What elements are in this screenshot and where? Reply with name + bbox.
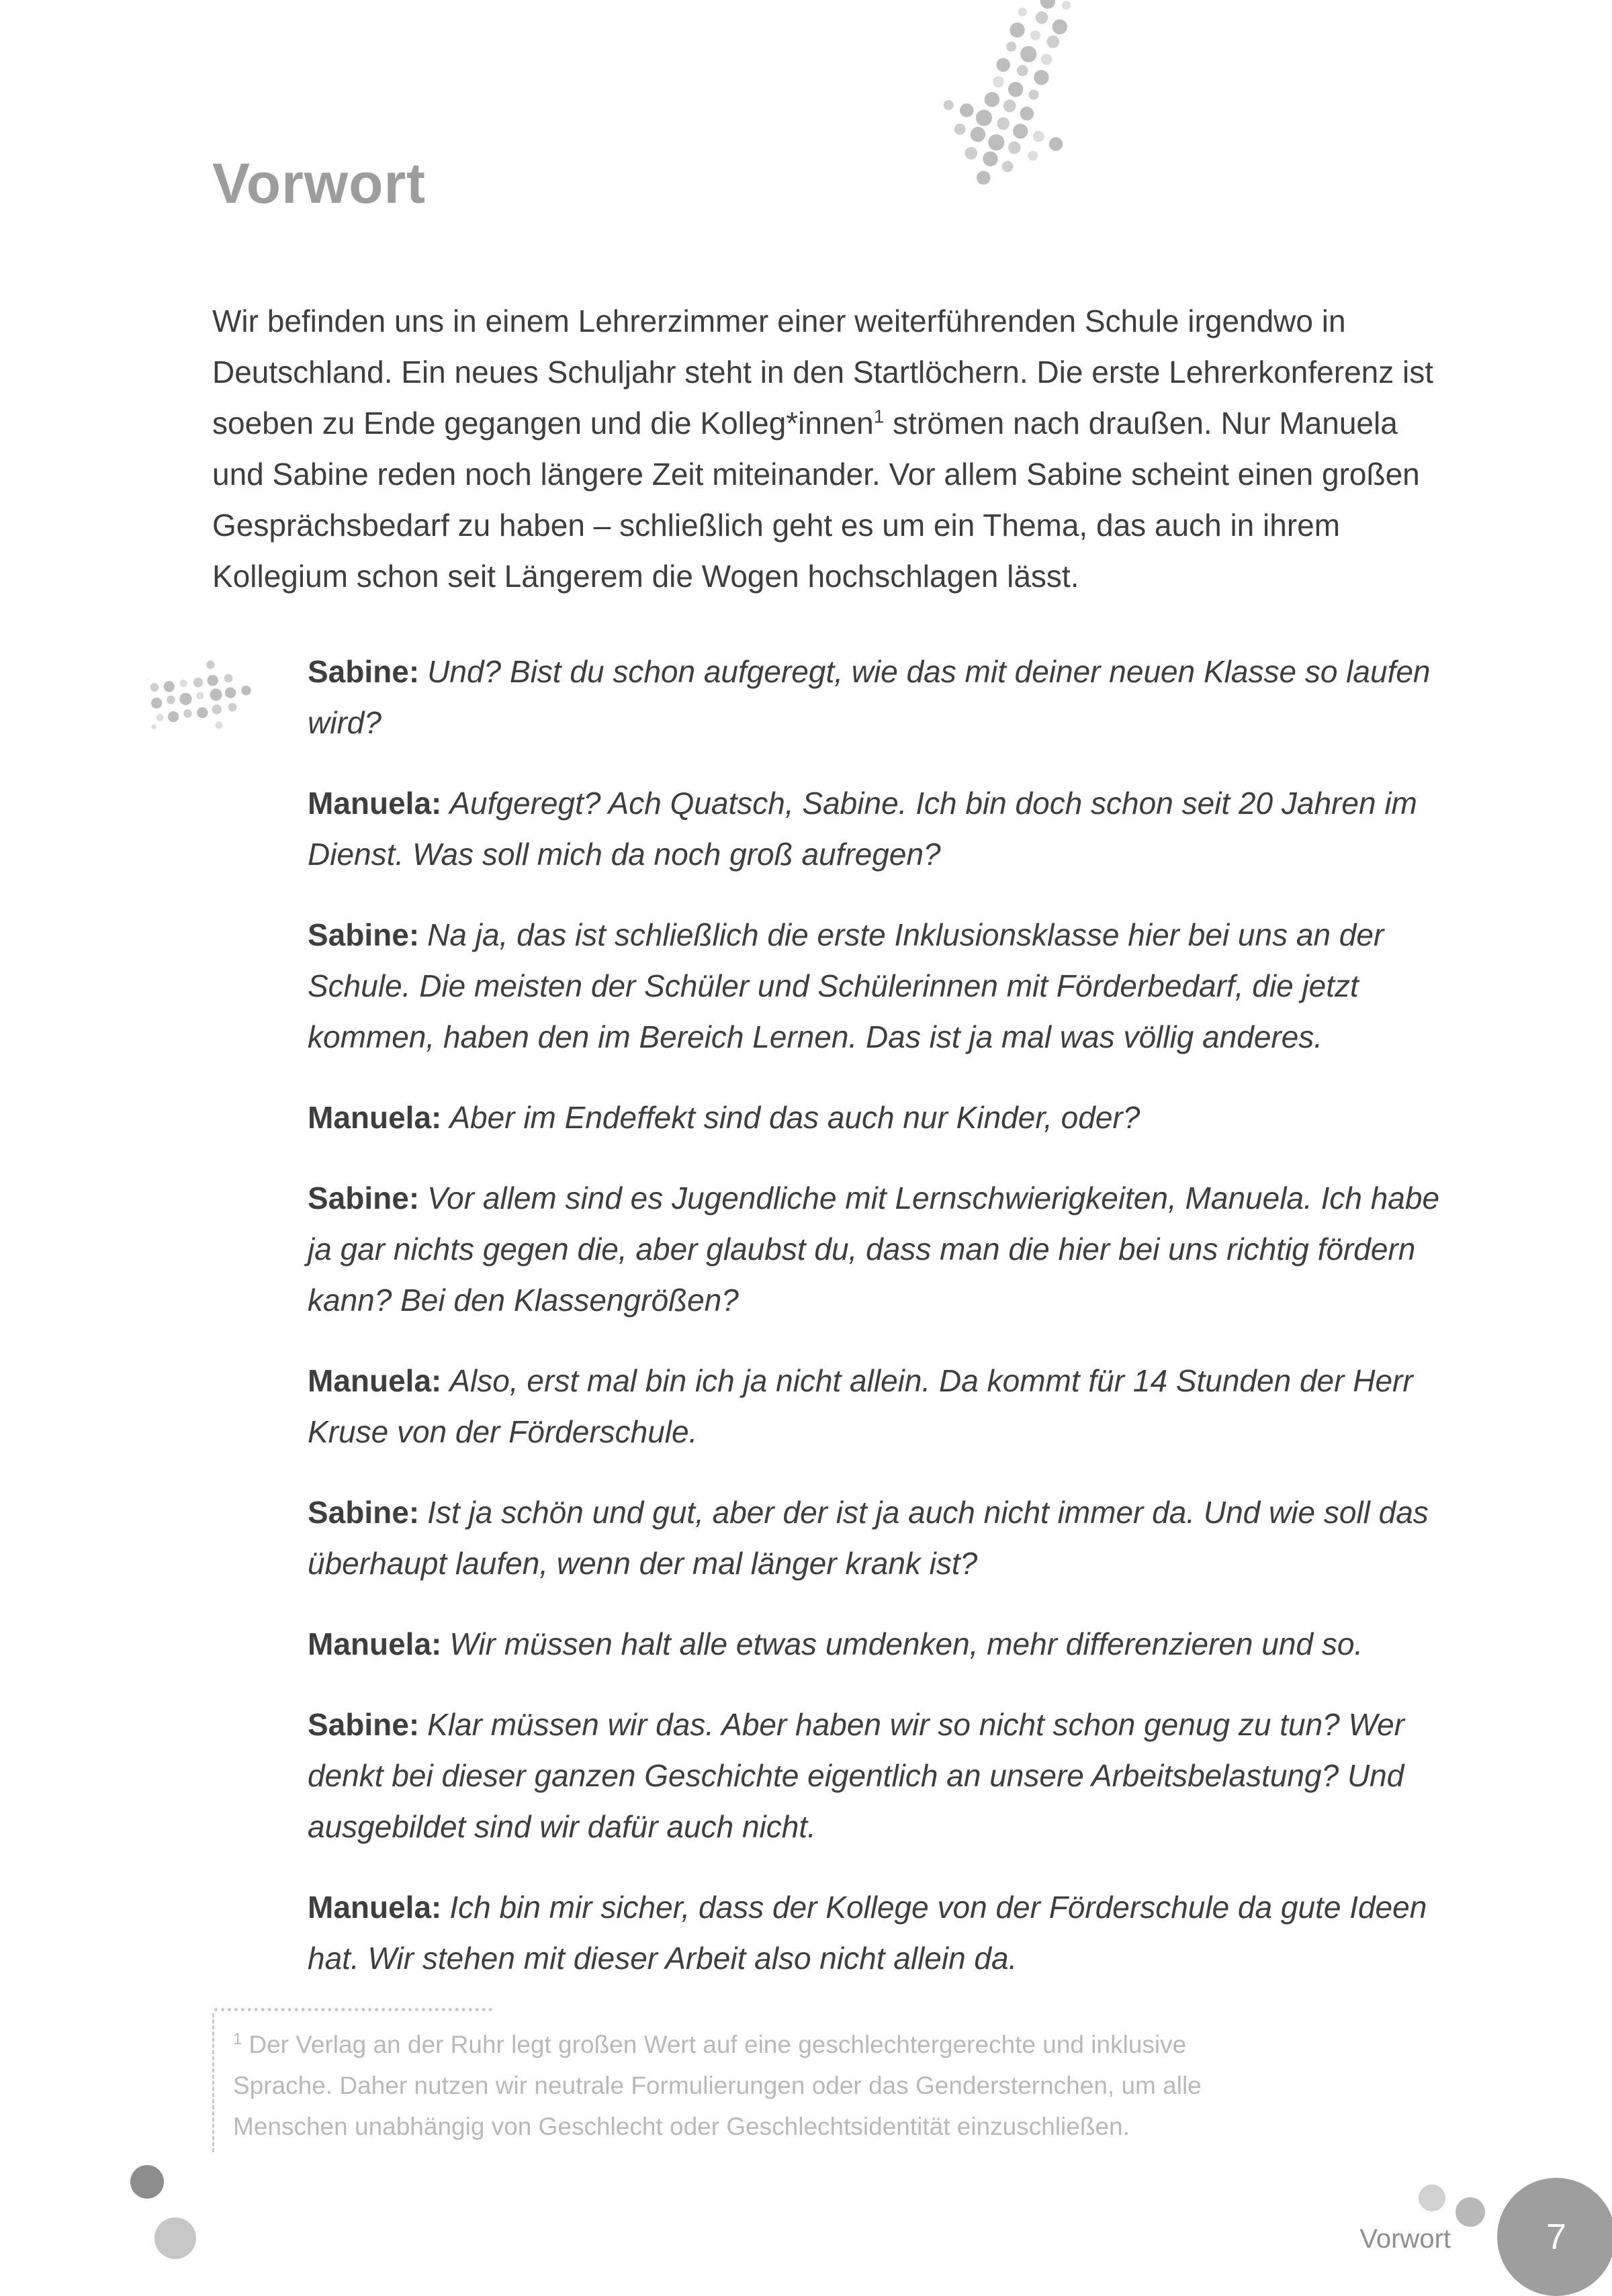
decorative-circle <box>1419 2185 1445 2211</box>
page-number-badge <box>1497 2178 1612 2296</box>
dialogue-line <box>308 1618 1451 1669</box>
utterance: Also, erst mal bin ich ja nicht allein. Da kommt für 14 Stunden der Herr Kruse von der Förderschule. <box>308 1363 1413 1449</box>
decorative-circle <box>154 2217 196 2259</box>
utterance: Ist ja schön und gut, aber der ist ja auch nicht immer da. Und wie soll das überhaupt laufen, wenn der mal länger krank ist? <box>308 1495 1429 1581</box>
dialogue-line <box>308 778 1451 880</box>
page-title: Vorwort <box>212 152 427 215</box>
dialogue-line <box>308 1355 1451 1457</box>
dialogue-line <box>308 1487 1451 1589</box>
dialogue-line <box>308 1173 1451 1326</box>
utterance: Vor allem sind es Jugendliche mit Lernschwierigkeiten, Manuela. Ich habe ja gar nichts gegen die, aber glaubst du, dass man die hier bei uns richtig fördern kann? Bei den Klassengrößen? <box>308 1181 1440 1318</box>
dialogue-line <box>308 1699 1451 1852</box>
dialogue-line <box>308 646 1451 748</box>
footnote-marker: 1 <box>233 2029 242 2048</box>
page-content <box>212 0 1451 2152</box>
utterance: Klar müssen wir das. Aber haben wir so nicht schon genug zu tun? Wer denkt bei dieser ganzen Geschichte eigentlich an unsere Arbeitsbelastung? Und ausgebildet sind wir dafür auch nicht. <box>308 1707 1405 1844</box>
decorative-circle <box>1456 2197 1485 2227</box>
footnote <box>212 2013 1267 2152</box>
intro-text-part1: Wir befinden uns in einem Lehrerzimmer einer weiterführenden Schule irgendwo in Deutschland. Ein neues Schuljahr steht in den Startlöchern. Die erste Lehrerkonferenz ist soeben zu Ende gegangen und die Kolleg*innen <box>212 304 1434 441</box>
speaker-name: Sabine: <box>308 1707 420 1742</box>
utterance: Aufgeregt? Ach Quatsch, Sabine. Ich bin doch schon seit 20 Jahren im Dienst. Was soll mich da noch groß aufregen? <box>308 786 1417 872</box>
footer-chapter-label: Vorwort <box>1359 2224 1451 2254</box>
utterance: Wir müssen halt alle etwas umdenken, mehr differenzieren und so. <box>449 1626 1363 1661</box>
utterance: Aber im Endeffekt sind das auch nur Kinder, oder? <box>449 1100 1140 1135</box>
utterance: Und? Bist du schon aufgeregt, wie das mit deiner neuen Klasse so laufen wird? <box>308 654 1431 740</box>
utterance: Na ja, das ist schließlich die erste Inklusionsklasse hier bei uns an der Schule. Die meisten der Schüler und Schülerinnen mit Förderbedarf, die jetzt kommen, haben den im Bereich Lernen. Das ist ja mal was völlig anderes. <box>308 917 1384 1054</box>
intro-text-part2: strömen nach draußen. Nur Manuela und Sabine reden noch längere Zeit miteinander. Vor allem Sabine scheint einen großen Gesprächsbedarf zu haben – schließlich geht es um ein Thema, das auch in ihrem Kollegium schon seit Längerem die Wogen hochschlagen lässt. <box>212 406 1420 594</box>
speaker-name: Manuela: <box>308 1363 442 1398</box>
decorative-circle <box>130 2165 164 2199</box>
dialogue-line <box>308 1882 1451 1984</box>
dialogue-section <box>308 646 1451 1984</box>
speaker-name: Manuela: <box>308 1100 442 1135</box>
speaker-name: Manuela: <box>308 1890 442 1925</box>
speaker-name: Sabine: <box>308 1495 420 1530</box>
speaker-name: Manuela: <box>308 786 442 821</box>
footnote-reference: 1 <box>873 406 885 427</box>
footnote-text: Der Verlag an der Ruhr legt großen Wert auf eine geschlechtergerechte und inklusive Sprache. Daher nutzen wir neutrale Formulierungen oder das Gendersternchen, um alle Menschen unabhängig von Geschlecht oder Geschlechtsidentität einzuschließen. <box>233 2031 1202 2140</box>
speaker-name: Sabine: <box>308 654 420 689</box>
dialogue-line <box>308 1092 1451 1143</box>
speaker-name: Sabine: <box>308 1181 420 1215</box>
speaker-name: Sabine: <box>308 917 420 952</box>
dialogue-line <box>308 909 1451 1062</box>
speaker-name: Manuela: <box>308 1626 442 1661</box>
page-number: 7 <box>1546 2217 1567 2257</box>
utterance: Ich bin mir sicher, dass der Kollege von der Förderschule da gute Ideen hat. Wir stehen mit dieser Arbeit also nicht allein da. <box>308 1890 1427 1976</box>
intro-paragraph <box>212 295 1451 602</box>
